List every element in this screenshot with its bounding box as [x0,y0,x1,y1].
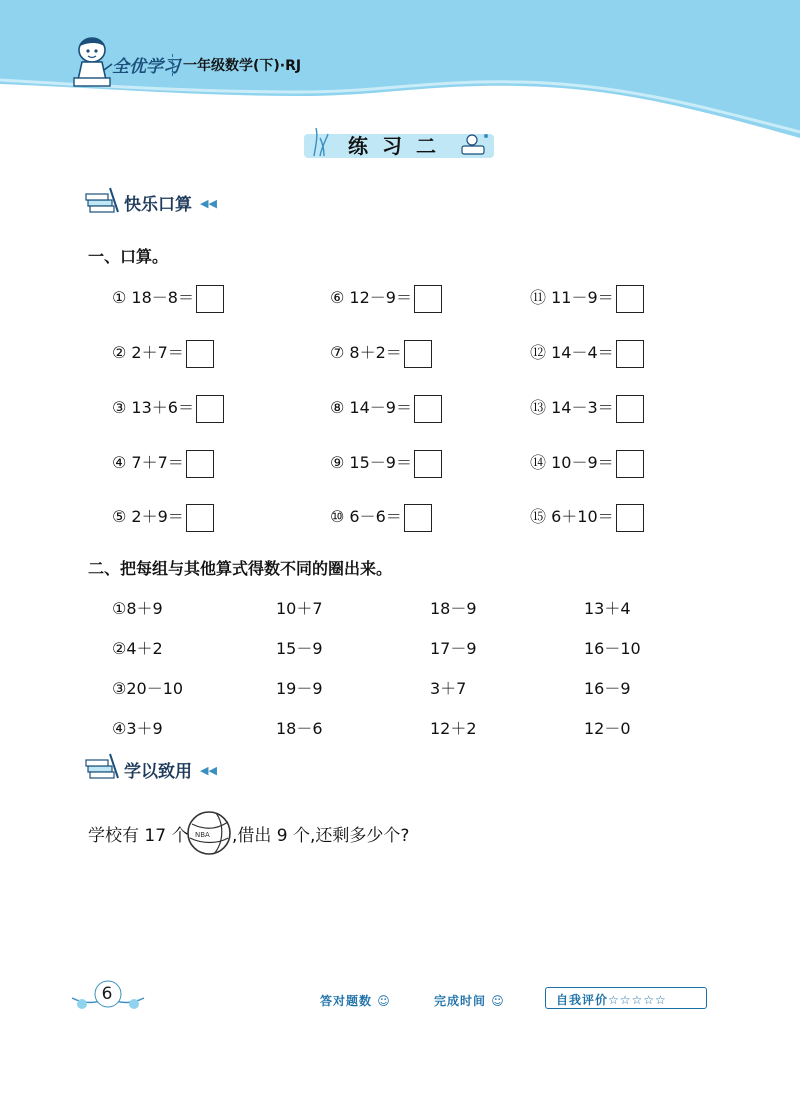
expression-row1-col1[interactable]: ①8＋9 [112,599,163,618]
problem-text-end: ,借出 9 个,还剩多少个? [232,826,410,846]
boy-mascot-icon [70,34,114,92]
calc-item-9: ⑨ 15－9＝ [330,448,442,478]
books-pencil-icon [84,752,122,782]
problem-text-start: 学校有 17 个 [88,826,189,846]
calc-item-4: ④ 7＋7＝ [112,448,214,478]
expression-row2-col2[interactable]: 15－9 [276,639,323,658]
question-2-title: 二、把每组与其他算式得数不同的圈出来。 [88,559,393,578]
calc-item-5: ⑤ 2＋9＝ [112,502,214,532]
ball-label: NBA [195,831,210,839]
expression-row2-col1[interactable]: ②4＋2 [112,639,163,658]
smiley-icon: ☺ [377,994,391,1008]
answer-box[interactable] [414,395,442,423]
expression-row3-col4[interactable]: 16－9 [584,679,631,698]
double-arrow-icon: ◀◀ [200,197,217,210]
expression-row3-col2[interactable]: 19－9 [276,679,323,698]
calc-item-2: ② 2＋7＝ [112,338,214,368]
answer-box[interactable] [616,340,644,368]
page-number: 6 [101,984,113,1004]
expression-row1-col2[interactable]: 10＋7 [276,599,323,618]
calc-item-3: ③ 13＋6＝ [112,393,224,423]
answer-box[interactable] [404,340,432,368]
double-arrow-icon: ◀◀ [200,764,217,777]
expression-row4-col2[interactable]: 18－6 [276,719,323,738]
section-title-application: 学以致用 [124,762,192,782]
page-title: 练习二 [348,134,450,158]
header-divider [172,54,174,76]
calc-item-12: ⑫ 14－4＝ [530,338,644,368]
answer-box[interactable] [616,285,644,313]
self-evaluation: 自我评价☆☆☆☆☆ [556,993,667,1007]
correct-count-field: 答对题数 ☺ [320,994,391,1008]
expression-row3-col3[interactable]: 3＋7 [430,679,467,698]
answer-box[interactable] [404,504,432,532]
answer-box[interactable] [196,285,224,313]
expression-row1-col3[interactable]: 18－9 [430,599,477,618]
answer-box[interactable] [186,450,214,478]
calc-item-10: ⑩ 6－6＝ [330,502,432,532]
question-1-title: 一、口算。 [88,247,169,266]
answer-box[interactable] [414,285,442,313]
basketball-icon [186,810,232,856]
expression-row3-col1[interactable]: ③20－10 [112,679,184,698]
answer-box[interactable] [414,450,442,478]
answer-box[interactable] [186,504,214,532]
calc-item-6: ⑥ 12－9＝ [330,283,442,313]
answer-box[interactable] [616,395,644,423]
expression-row2-col3[interactable]: 17－9 [430,639,477,658]
answer-box[interactable] [196,395,224,423]
answer-box[interactable] [616,504,644,532]
expression-row4-col4[interactable]: 12－0 [584,719,631,738]
answer-box[interactable] [186,340,214,368]
expression-row2-col4[interactable]: 16－10 [584,639,641,658]
smiley-icon: ☺ [491,994,505,1008]
calc-item-1: ① 18－8＝ [112,283,224,313]
expression-row4-col1[interactable]: ④3＋9 [112,719,163,738]
calc-item-8: ⑧ 14－9＝ [330,393,442,423]
expression-row1-col4[interactable]: 13＋4 [584,599,631,618]
calc-item-14: ⑭ 10－9＝ [530,448,644,478]
answer-box[interactable] [616,450,644,478]
books-pencil-icon [84,186,122,216]
time-field: 完成时间 ☺ [434,994,505,1008]
brand-logo: 全优学习 [112,57,180,77]
expression-row4-col3[interactable]: 12＋2 [430,719,477,738]
calc-item-7: ⑦ 8＋2＝ [330,338,432,368]
calc-item-15: ⑮ 6＋10＝ [530,502,644,532]
section-title-mental-math: 快乐口算 [124,195,192,215]
calc-item-13: ⑬ 14－3＝ [530,393,644,423]
calc-item-11: ⑪ 11－9＝ [530,283,644,313]
star-rating[interactable]: ☆☆☆☆☆ [608,993,667,1007]
book-info: 一年级数学(下)·RJ [183,58,302,74]
